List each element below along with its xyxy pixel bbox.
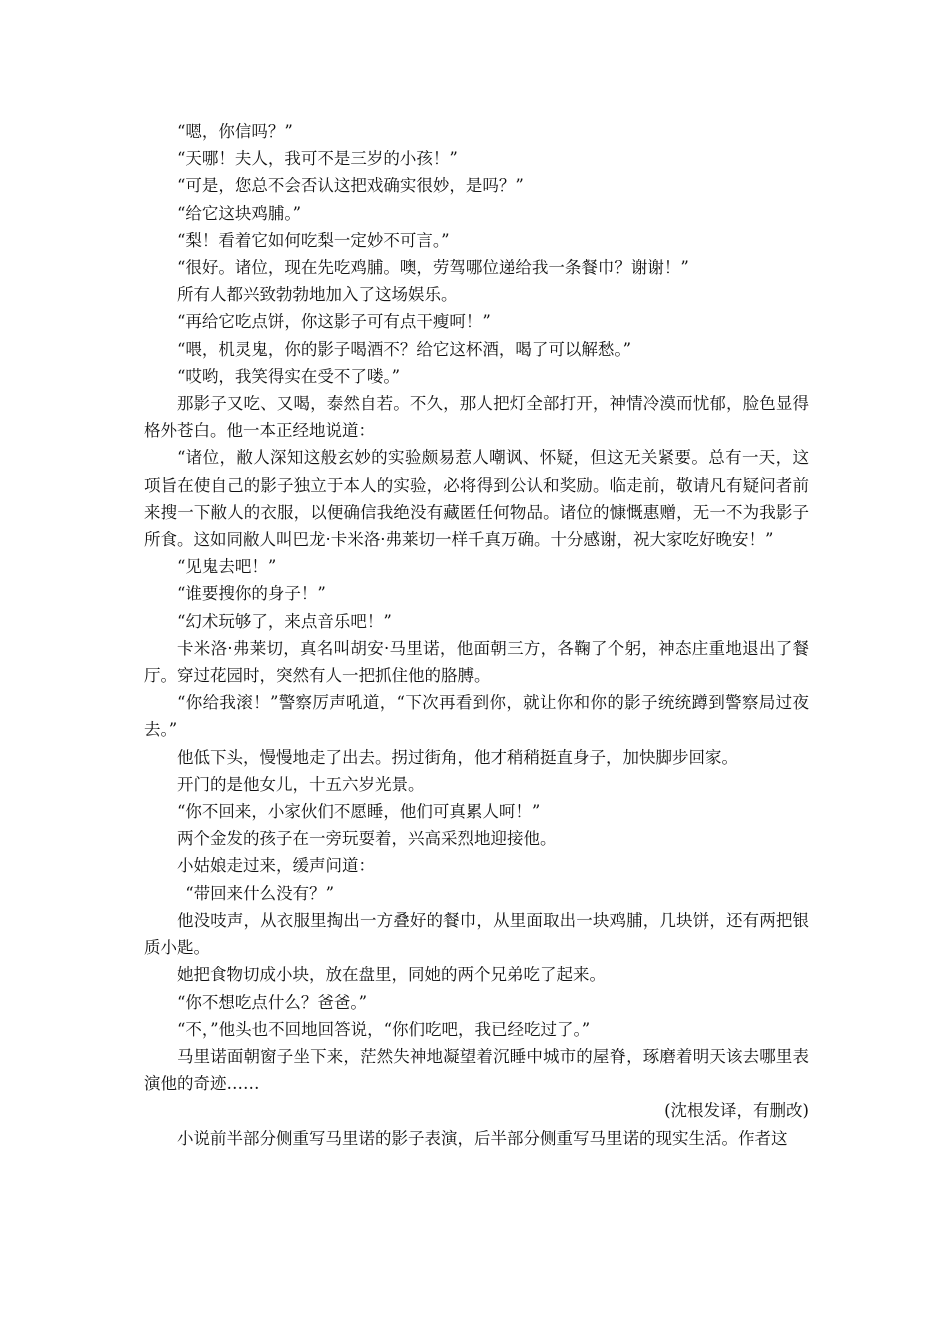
paragraph: “很好。诸位，现在先吃鸡脯。噢，劳驾哪位递给我一条餐巾？谢谢！” xyxy=(177,258,689,278)
paragraph: 马里诺面朝窗子坐下来，茫然失神地凝望着沉睡中城市的屋脊，琢磨着明天该去哪里表演他的奇迹…… xyxy=(144,1046,809,1094)
translator-credit: (沈根发译，有删改) xyxy=(664,1101,809,1121)
paragraph: 两个金发的孩子在一旁玩耍着，兴高采烈地迎接他。 xyxy=(177,829,557,849)
paragraph: “你不回来，小家伙们不愿睡，他们可真累人呵！” xyxy=(177,802,541,822)
paragraph: “嗯，你信吗？” xyxy=(177,122,293,141)
paragraph: “诸位，敝人深知这般玄妙的实验颇易惹人嘲讽、怀疑，但这无关紧要。总有一天，这项旨在使自己的影子独立于本人的实验，必将得到公认和奖励。临走前，敬请凡有疑问者前来搜一下敝人的衣服，以便确信我绝没有藏匿任何物品。诸位的慷慨惠赠，无一不为我影子所食。这如同敝人叫巴龙·卡米洛·弗莱切一样千真万确。十分感谢，祝大家吃好晚安！” xyxy=(144,448,809,550)
paragraph: “给它这块鸡脯。” xyxy=(177,203,302,223)
question-paragraph: 小说前半部分侧重写马里诺的影子表演，后半部分侧重写马里诺的现实生活。作者这 xyxy=(177,1128,788,1148)
paragraph: “你不想吃点什么？爸爸。” xyxy=(177,992,368,1012)
paragraph: 小姑娘走过来，缓声问道： xyxy=(177,856,375,876)
paragraph: 他低下头，慢慢地走了出去。拐过街角，他才稍稍挺直身子，加快脚步回家。 xyxy=(177,747,738,767)
paragraph: 那影子又吃、又喝，泰然自若。不久，那人把灯全部打开，神情冷漠而忧郁，脸色显得格外苍白。他一本正经地说道： xyxy=(144,394,809,441)
paragraph: 开门的是他女儿，十五六岁光景。 xyxy=(177,774,425,794)
paragraph: “你给我滚！”警察厉声吼道，“下次再看到你，就让你和你的影子统统蹲到警察局过夜去。” xyxy=(144,693,809,740)
paragraph: “不，”他头也不回地回答说，“你们吃吧，我已经吃过了。” xyxy=(177,1019,591,1039)
paragraph: “见鬼去吧！” xyxy=(177,557,277,577)
paragraph: 所有人都兴致勃勃地加入了这场娱乐。 xyxy=(177,285,458,305)
paragraph: “梨！看着它如何吃梨一定妙不可言。” xyxy=(177,230,450,250)
paragraph: “可是，您总不会否认这把戏确实很妙，是吗？” xyxy=(177,176,524,196)
paragraph: “谁要搜你的身子！” xyxy=(177,584,326,604)
paragraph: “再给它吃点饼，你这影子可有点干瘦呵！” xyxy=(177,312,491,332)
paragraph: “天哪！夫人，我可不是三岁的小孩！” xyxy=(177,149,458,169)
paragraph: “带回来什么没有？” xyxy=(185,883,335,903)
paragraph: “哎哟，我笑得实在受不了喽。” xyxy=(177,366,401,386)
paragraph: 他没吱声，从衣服里掏出一方叠好的餐巾，从里面取出一块鸡脯，几块饼，还有两把银质小匙。 xyxy=(144,910,809,958)
paragraph: “喂，机灵鬼，你的影子喝酒不？给它这杯酒，喝了可以解愁。” xyxy=(177,339,632,359)
story-text xyxy=(144,118,809,1152)
paragraph: “幻术玩够了，来点音乐吧！” xyxy=(177,611,392,631)
paragraph: 她把食物切成小块，放在盘里，同她的两个兄弟吃了起来。 xyxy=(177,965,606,985)
paragraph: 卡米洛·弗莱切，真名叫胡安·马里诺，他面朝三方，各鞠了个躬，神态庄重地退出了餐厅。穿过花园时，突然有人一把抓住他的胳膊。 xyxy=(144,638,809,686)
